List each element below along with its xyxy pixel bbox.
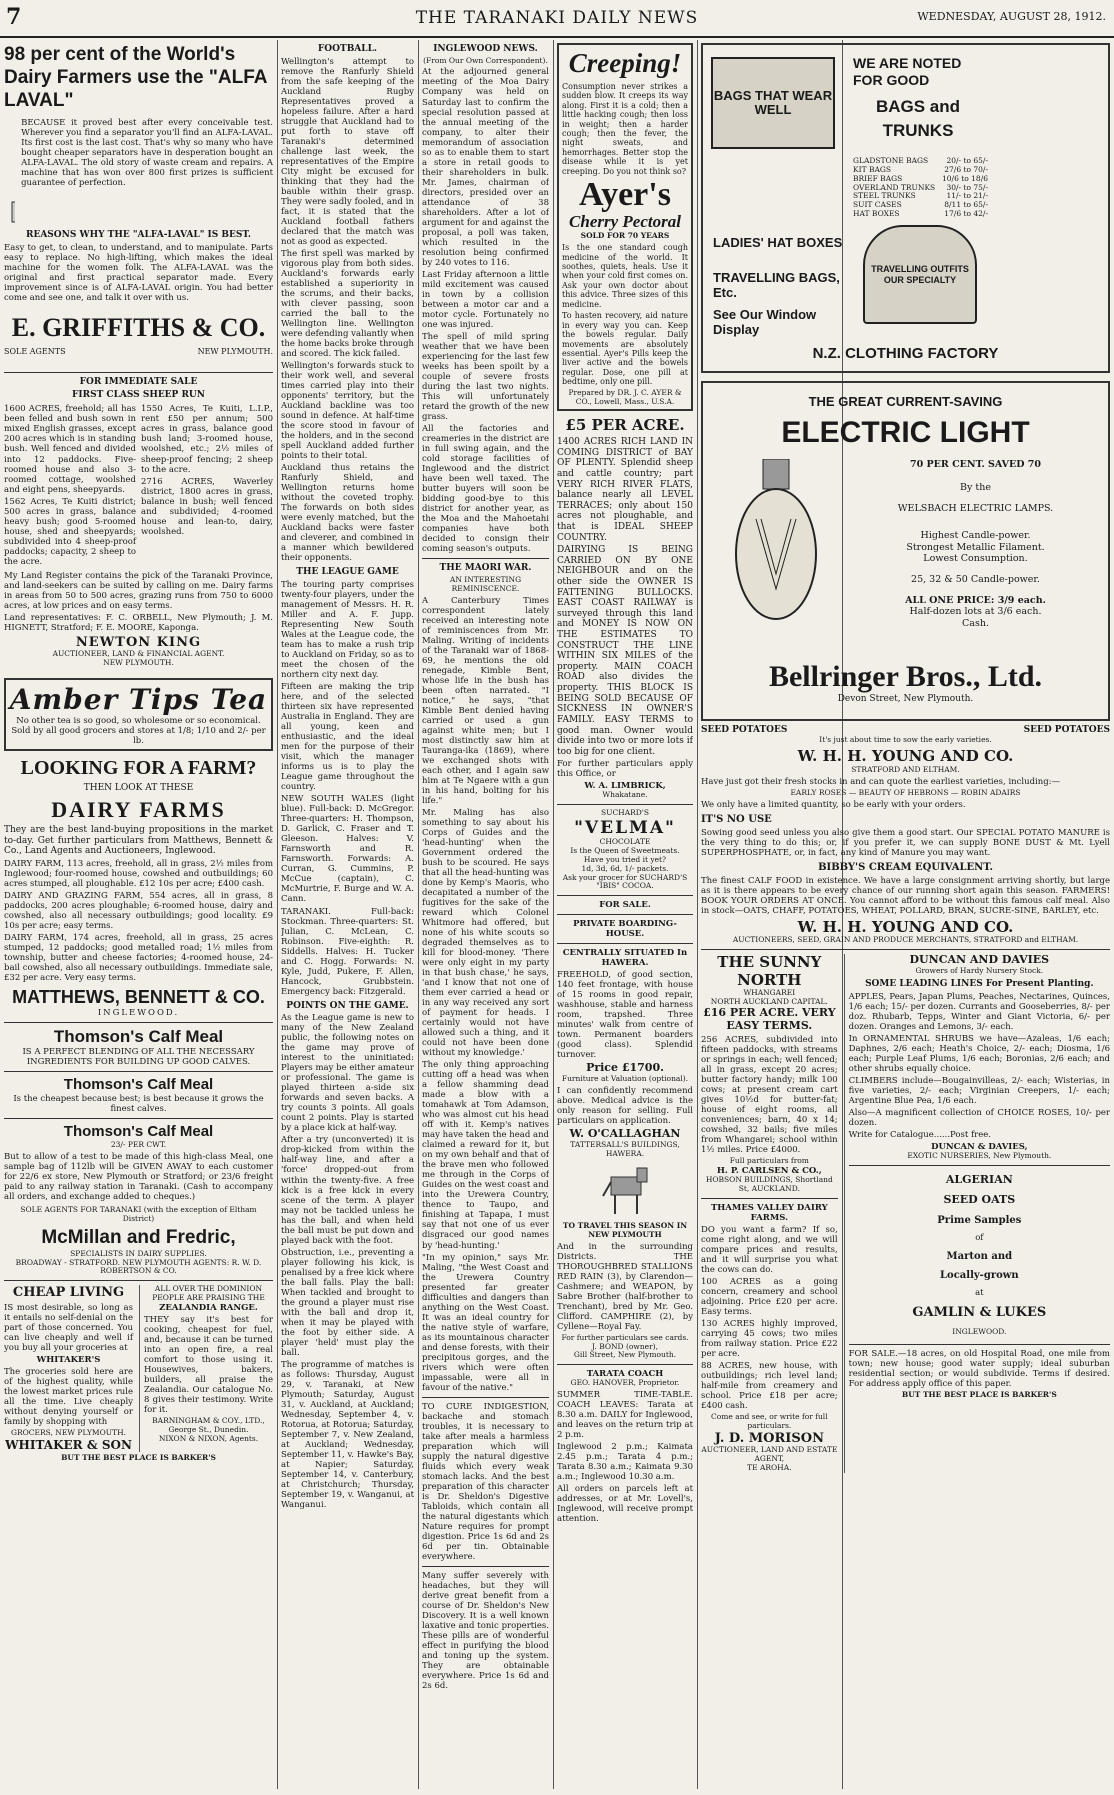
column-rule — [277, 40, 278, 1789]
barkers-left: BUT THE BEST PLACE IS BARKER'S — [61, 1452, 216, 1462]
sunny-title: THE SUNNY NORTH — [717, 953, 822, 989]
boarding-situated: CENTRALLY SITUATED In HAWERA. — [562, 948, 688, 969]
bags-firm: N.Z. CLOTHING FACTORY — [812, 345, 999, 363]
electric-cp: 25, 32 & 50 Candle-power. — [911, 573, 1040, 585]
column-3 — [422, 40, 549, 1792]
stallion-apply: For further particulars see cards. — [561, 1332, 689, 1342]
maori-p4: "In my opinion," says Mr. Maling, "the West Coast and the Urewera Country presented far greater difficulties and dangers than anything on the West Coast. It was an ideal country for the native style of warfare, as its mountainous character and dense forests, with their precipitous gorges, and the rivers which were often impassable, were all in favour of the native." — [422, 1252, 549, 1393]
boarding-sale: FOR SALE. — [599, 900, 651, 911]
points-p2: After a try (unconverted) it is drop-kicked from within the half-way line, and after a 'force' dropped-out from within the twenty-five. A free kick is a free kick in every scene of the term. A player may not be tackled unless he has the ball, and when held the ball must be put down and played back with the foot. — [281, 1135, 414, 1246]
gamlin-town: INGLEWOOD. — [952, 1327, 1007, 1337]
horse-illustration — [557, 1162, 693, 1222]
duncan-firm: DUNCAN & DAVIES, — [931, 1141, 1028, 1152]
inglewood-p3: The spell of mild spring weather that we have been experiencing for the last few weeks has been spoilt by a couple of severe frosts during the last two nights. This will unfortunately retard the growth of the new grass. — [422, 331, 549, 422]
newton-lot-3: 2716 ACRES, Waverley district, 1800 acres in grass, balance in bush; well fenced and subdivided; 4-roomed house and lean-to, dairy, woolshed. — [141, 476, 273, 537]
boarding-house-ad — [557, 900, 693, 1159]
coach-title: TARATA COACH — [586, 1369, 664, 1380]
young-co-ad — [701, 725, 1110, 945]
calf-spec: SPECIALISTS IN DAIRY SUPPLIES. — [70, 1248, 207, 1258]
issue-date: WEDNESDAY, AUGUST 28, 1912. — [917, 10, 1106, 23]
zealandia-body: THEY say it's best for cooking, cheapest for fuel, and, because it can be turned into an open fire, a real comfort to those using it. Housewives, bakers, builders, all praise the Zealandia. Our catalogue No. 8 gives their testimony. Write for it. — [144, 1315, 273, 1416]
ayer-brand-1: Ayer's — [579, 176, 671, 214]
limbrick-body-2: DAIRYING IS BEING CARRIED ON BY ONE NEIGHBOUR and on the other side the OWNER IS FATTENING BULLOCKS. EAST COAST RAILWAY is surveyed through this land and MONEY IS NOW ON THE ESTIMATES TO CONSTRUCT THE LINE WITHIN SIX MILES of the property. MAIN COACH ROAD also divides the property. THIS BLOCK IS BEING SOLD BECAUSE OF SICKNESS IN OWNER'S FAMILY. EASY TERMS to good man. Owner would divide into two or more lots if too big for one client. — [557, 545, 693, 757]
young-top-sub: It's just about time to sow the early varieties. — [819, 734, 992, 744]
farm-1: DAIRY FARM, 113 acres, freehold, all in grass, 2½ miles from Inglewood; four-roomed house, cowshed and outbuildings; 60 acres stumped, all ploughable. £12 10s per acre; £400 cash. — [4, 858, 273, 889]
bellringer-addr: Devon Street, New Plymouth. — [837, 694, 974, 705]
boarding-addr: TATTERSALL'S BUILDINGS, HAWERA. — [570, 1140, 680, 1159]
farm-then: THEN LOOK AT THESE — [83, 783, 194, 794]
boarding-title: PRIVATE BOARDING-HOUSE. — [573, 919, 677, 940]
maori-sub: AN INTERESTING REMINISCENCE. — [449, 574, 522, 593]
amber-tips-ad — [4, 678, 273, 751]
dairy-farms-ad — [4, 757, 273, 1018]
divider — [4, 372, 273, 373]
farm-headline: LOOKING FOR A FARM? — [20, 756, 257, 779]
thames-role: AUCTIONEER, LAND AND ESTATE AGENT, — [701, 1445, 838, 1463]
thames-come: Come and see, or write for full particulars. — [711, 1412, 828, 1430]
young-bibby-body: The finest CALF FOOD in existence. We have a large consignment arriving shortly, but large as it is there appears to be every chance of our running short again this season. FARMERS! BOOK YOUR ORDERS AT ONCE. You cannot afford to be without this famous calf meal. Also in stock—OATS, CHAFF, POTATOES, WHEAT, POLLARD, BRAN, SUCRE-SINE, BARLEY, etc. — [701, 875, 1110, 916]
newton-reps: Land representatives: F. C. ORBELL, New Plymouth; J. M. HIGNETT, Stratford; F. E. MOORE, Kaponga. — [4, 612, 273, 633]
coach-rows: Inglewood 2 p.m.; Kaimata 2.45 p.m.; Tarata 4 p.m.; Tarata 8.30 a.m.; Kaimata 9.30 a.m.; Inglewood 10.30 a.m. — [557, 1442, 693, 1483]
bags-price-list — [853, 157, 988, 219]
farm-3: DAIRY FARM, 174 acres, freehold, all in grass, 25 acres stumped, 12 paddocks; good metalled road; 1½ miles from township, butter and cheese factories; 4-roomed house, 24-bail cowshed, also all necessary outbuildings. Immediate sale, £32 per acre. Very easy terms. — [4, 932, 273, 984]
calf-addr: BROADWAY - STRATFORD. NEW PLYMOUTH AGENTS: R. W. D. ROBERTSON & CO. — [15, 1257, 262, 1276]
ayer-body-3: To hasten recovery, aid nature in every way you can. Keep the bowels regular. Daily movements are absolutely essential. Ayer's Pills keep the liver active and the bowels regular. Dose, one pill at bedtime, only one pill. — [562, 311, 688, 387]
column-4 — [557, 40, 693, 1792]
cheap-whitaker: WHITAKER'S — [36, 1354, 101, 1365]
ayer-body-2: Is the one standard cough medicine of the world. It soothes, quiets, heals. Use it when your cold first comes on. Ask your own doctor about this advice. Three sizes of this medicine. — [562, 243, 688, 309]
sunny-body: 256 ACRES, subdivided into fifteen paddocks, with streams or springs in each; well fenced; all in grass, except 20 acres; butter factory handy; milk 100 cows; at present cream cart gives 10½d for butter-fat; house of eight rooms, all conveniences; barn, 40 x 14; cowshed, 32 bails; five miles from Whangarei; school within 1½ miles. Price £4000. — [701, 1035, 838, 1156]
newton-subtitle: FIRST CLASS SHEEP RUN — [72, 389, 205, 400]
ayer-brand-2: Cherry Pectoral — [569, 212, 681, 232]
ayer-headline: Creeping! — [568, 48, 682, 78]
football-p3: Wellington's forwards stuck to their work well, and several times carried play into their opponents' territory, but the Auckland backline was too sound in defence. At half-time the score stood in favour of the holders, and in the second spell Auckland added further points to their total. — [281, 361, 414, 462]
divider — [422, 558, 549, 559]
cheap-living-ad — [4, 1285, 133, 1452]
calf-title-1: Thomson's Calf Meal — [53, 1027, 224, 1047]
column-rule — [697, 40, 698, 1789]
inglewood-byline: (From Our Own Correspondent). — [423, 55, 548, 65]
young-name: W. H. H. YOUNG AND CO. — [797, 747, 1014, 766]
league-p1: The touring party comprises twenty-four players, under the management of Messrs. H. R. Miller and A. F. Jupp. Representing New South Wales at the League code, the team has to make a rush trip to Auckland on Friday, so as to meet the chosen of the northern city next day. — [281, 580, 414, 681]
divider — [557, 895, 693, 896]
newspaper-title: THE TARANAKI DAILY NEWS — [415, 8, 699, 28]
zealandia-title: ALL OVER THE DOMINION PEOPLE ARE PRAISING THE — [152, 1284, 265, 1303]
divider — [701, 949, 1110, 950]
stallion-ad — [557, 1222, 693, 1360]
coach-prop: GEO. HANOVER, Proprietor. — [570, 1378, 680, 1388]
divider — [4, 1022, 273, 1023]
calf-title-2: Thomson's Calf Meal — [63, 1076, 214, 1094]
column-rule — [418, 40, 419, 1789]
divider — [4, 1280, 273, 1281]
zealandia-ad — [139, 1285, 273, 1452]
newton-role: AUCTIONEER, LAND & FINANCIAL AGENT. — [52, 649, 225, 659]
griffiths-firm: E. GRIFFITHS & CO. — [11, 313, 266, 343]
duncan-body: APPLES, Pears, Japan Plums, Peaches, Nectarines, Quinces, 1/6 each; 15/- per dozen. Currants and Gooseberries, 8/- per doz. Rhubarb, Tepps, Winter and Giant Victoria, 6/- per dozen. Oranges and Lemons, 3/- each. — [848, 991, 1110, 1032]
limbrick-town: Whakatane. — [602, 790, 648, 800]
duncan-title: DUNCAN AND DAVIES — [909, 953, 1050, 967]
bag-price-row: OVERLAND TRUNKS 30/- to 75/- — [853, 182, 988, 192]
duncan-ornamental: In ORNAMENTAL SHRUBS we have—Azaleas, 1/6 each; Daphnes, 2/6 each; Heath's Choice, 2/- each; Diosma, 1/6 each; Purple Leaf Plums, 1/6 each; Boronias, 2/6 each; and other shrubs equally choice. — [848, 1033, 1110, 1074]
column-5-6 — [701, 40, 1110, 1792]
velma-kind: CHOCOLATE — [599, 837, 651, 847]
gamlin-c: Prime Samples — [937, 1215, 1022, 1227]
farm-2: DAIRY AND GRAZING FARM, 554 acres, all in grass, 8 paddocks, 200 acres ploughable; 6-roomed house, dairy and cowshed, also all necessary outbuildings; good locality. £9 10s per acre; easy terms. — [4, 890, 273, 931]
farm-intro: They are the best land-buying propositions in the market to-day. Get further particulars from Matthews, Bennett & Co., Land Agents and Auctioneers, Inglewood. — [4, 825, 273, 857]
newton-title: FOR IMMEDIATE SALE — [79, 377, 198, 388]
young-role-2: AUCTIONEERS, SEED, GRAIN AND PRODUCE MERCHANTS, STRATFORD and ELTHAM. — [732, 935, 1079, 945]
divider — [557, 804, 693, 805]
divider — [557, 943, 693, 944]
electric-headline: THE GREAT CURRENT-SAVING — [808, 394, 1003, 409]
bags-title: BAGS and TRUNKS — [875, 97, 961, 140]
page-number: 7 — [6, 4, 22, 30]
bag-price-row: BRIEF BAGS 10/6 to 18/6 — [853, 173, 988, 183]
league-p2: Fifteen are making the trip here, and of the selected thirteen six have represented Australia in England. They are all young, keen and enthusiastic, and the ideal men for the purpose of their visit, which the manager informs us is to play the League game throughout the country. — [281, 682, 414, 793]
gamlin-f: Locally-grown — [940, 1269, 1019, 1281]
young-bibby: BIBBY'S CREAM EQUIVALENT. — [818, 861, 993, 873]
thames-lot-1: 100 ACRES as a going concern, creamery and school adjoining. Price £20 per acre. Easy terms. — [701, 1276, 838, 1317]
duncan-also: Also—A magnificent collection of CHOICE ROSES, 10/- per dozen. — [848, 1107, 1110, 1128]
alfa-laval-ad — [4, 44, 273, 356]
divider — [701, 1198, 838, 1199]
electric-price: ALL ONE PRICE: 3/9 each. — [905, 595, 1046, 607]
duncan-climbers: CLIMBERS include—Bougainvilleas, 2/- each; Wisterias, in five varieties, 2/- each; Virginian Creepers, 1/- each; Argentine Blue Pea, 1/6 each. — [848, 1075, 1110, 1106]
maori-title: THE MAORI WAR. — [439, 563, 532, 574]
divider — [422, 1566, 549, 1567]
farm-title: DAIRY FARMS — [51, 797, 226, 823]
newton-lot-4: 1562 Acres, Te Kuiti district; 500 acres in grass, balance heavy bush; good 5-roomed house, shed and sheepyards; subdivided into 4 sheep-proof paddocks; capacity, 2 sheep to the acre. — [4, 496, 136, 567]
sunny-price: £16 PER ACRE. VERY EASY TERMS. — [703, 1006, 836, 1033]
sunny-cap: NORTH AUCKLAND CAPITAL. — [710, 997, 828, 1007]
young-name-2: W. H. H. YOUNG AND CO. — [797, 917, 1014, 936]
calf-desc-1: IS A PERFECT BLENDING OF ALL THE NECESSARY INGREDIENTS FOR BUILDING UP GOOD CALVES. — [22, 1047, 255, 1068]
velma-ask: Ask your grocer for SUCHARD'S "IBIS" COCOA. — [562, 872, 688, 891]
velma-tried: Have you tried it yet? — [583, 854, 667, 864]
points-p4: The programme of matches is as follows: Thursday, August 29, v. Taranaki, at New Plymouth; Saturday, August 31, v. Auckland, at Auckland; Wednesday, September 4, v. Rotorua, at Rotorua; Saturday, September 7, v. New Zealand, at Auckland; Wednesday, September 11, v. Hawke's Bay, at Napier; Saturday, September 14, v. Canterbury, at Christchurch; Thursday, September 19, v. Wanganui, at Wanganui. — [281, 1359, 414, 1510]
boarding-price: Price £1700. — [586, 1061, 664, 1075]
duncan-write: Write for Catalogue......Post free. — [848, 1129, 991, 1140]
electric-save: 70 PER CENT. SAVED 70 — [910, 458, 1041, 470]
bags-trunks-ad — [701, 43, 1110, 373]
farm-town: INGLEWOOD. — [97, 1008, 180, 1019]
gamlin-a: ALGERIAN — [945, 1172, 1013, 1186]
bags-headline: WE ARE NOTED FOR GOOD — [853, 55, 962, 88]
zealandia-agents: NIXON & NIXON, Agents. — [158, 1433, 259, 1443]
cheap-body-2: The groceries sold here are of the highest quality, while the lowest market prices rule all the time. Live cheaply without denying yourself or family by shopping with — [4, 1366, 133, 1427]
electric-title: ELECTRIC LIGHT — [781, 416, 1030, 450]
newton-king-ad — [4, 377, 273, 668]
trunk-illustration — [863, 225, 977, 324]
stallion-title: TO TRAVEL THIS SEASON IN NEW PLYMOUTH — [562, 1220, 688, 1239]
indigestion-ad: TO CURE INDIGESTION, backache and stomach troubles, it is necessary to take after meals a harmless preparation which will supply the natural digestive fluids which every weak stomach lacks. And the best preparation of this character is Dr. Sheldon's Digestive Tabloids, which contain all the natural digestants which Nature requires for prompt digestion. Price 1s 6d and 2s 6d per tin. Obtainable everywhere. — [422, 1401, 549, 1562]
newton-town: NEW PLYMOUTH. — [103, 657, 174, 667]
ayer-prep: Prepared by DR. J. C. AYER & CO., Lowell, Mass., U.S.A. — [568, 387, 682, 406]
velma-prices: 1d, 3d, 6d, 1/- packets. — [581, 863, 669, 873]
young-varieties: EARLY ROSES — BEAUTY OF HEBRONS — ROBIN ADAIRS — [790, 788, 1021, 797]
column-1 — [4, 40, 273, 1792]
young-limited: We only have a limited quantity, so be early with your orders. — [701, 799, 966, 810]
sunny-apply: Full particulars from — [729, 1156, 809, 1166]
calf-firm: McMillan and Fredric, — [41, 1227, 236, 1249]
calf-desc-2: Is the cheapest because best; is best because it grows the finest calves. — [13, 1094, 264, 1115]
divider — [849, 1344, 1110, 1345]
stallion-body: And in the surrounding Districts. THE THOROUGHBRED STALLIONS RED RAIN (3), by Clarendon—Cashmere; and WEAPON, by Sabre Brother (half-brother to Trenchant), bred by Mr. Geo. Clifford. CAMPHIRE (2), by Cyllene—Royal Fay. — [557, 1241, 693, 1332]
separator-illustration — [4, 116, 15, 226]
points-p3: Obstruction, i.e., preventing a player following his kick, is penalised by a free kick where the ball falls. Play the ball: When tackled and brought to the ground a player must rise with the ball and drop it, when it may be played with the foot by either side. A player 'held' must play the ball. — [281, 1247, 414, 1358]
velma-by: SUCHARD'S — [600, 808, 649, 818]
young-no-use: IT'S NO USE — [701, 813, 772, 825]
newton-note: My Land Register contains the pick of the Taranaki Province, and land-seekers can be suited by calling on me. Dairy farms in areas from 50 to 500 acres, grazing runs from 750 to 6000 acres, at low prices and on easy terms. — [4, 570, 273, 611]
thames-lot-3: 88 ACRES, new house, with outbuildings; rich level land; half-mile from creamery and school. Price £18 per acre; £400 cash. — [701, 1361, 838, 1412]
points-p1: As the League game is new to many of the New Zealand public, the following notes on the game may prove of interest to the uninitiated: Players may be either amateur or professional. The game is played thirteen a-side six forwards and seven backs. A try counts 3 points. All goals count 2 points. Play is started by a place kick at half-way. — [281, 1013, 414, 1134]
ayer-body: Consumption never strikes a sudden blow. It creeps its way along. First it is a cold; then a little hacking cough; then loss in weight; then a harder cough; then the fever, the night sweats, and hemorrhages. Better stop the disease while it is yet creeping. Do you not think so? — [562, 81, 688, 176]
thames-body: DO you want a farm? If so, come right along, and we will compare prices and results, and it will surprise you what the cows can do. — [701, 1224, 838, 1275]
bags-outfits: TRAVELLING OUTFITS OUR SPECIALTY — [871, 263, 969, 285]
cheap-title: CHEAP LIVING — [12, 1285, 125, 1301]
inglewood-p1: At the adjourned general meeting of the Moa Dairy Company was held on Saturday last to confirm the special resolution passed at the annual meeting of the company, to alter their memorandum of association so as to enable them to start a store in retail goods to their shareholders in bulk. Mr. James, chairman of directors, presided over an attendance of 38 shareholders. After a lot of argument for and against the proposal, a poll was taken, which resulted in the resolution being confirmed by 240 votes to 116. — [422, 67, 549, 268]
gamlin-e: Marton and — [946, 1250, 1013, 1262]
electric-light-ad — [701, 381, 1110, 721]
league-p3: NEW SOUTH WALES (light blue). Full-back: D. McGregor. Three-quarters: H. Thompson, D. Garlick, C. Fraser and T. Gleeson. Halves: V. Farnsworth and R. Farnsworth. Forwards: A. Curran, G. Cummins, P. McCue (captain), C. McMurtrie, F. Burge and W. A. Cann. — [281, 794, 414, 905]
thames-valley-ad — [701, 1203, 838, 1473]
seed-potatoes-left: SEED POTATOES — [701, 725, 788, 735]
lamp-illustration — [731, 459, 821, 639]
boarding-recommend: I can confidently recommend above. Medical advice is the only reason for selling. Full particulars on application. — [557, 1086, 693, 1127]
velma-brand: "VELMA" — [574, 818, 676, 839]
inglewood-p2: Last Friday afternoon a little mild excitement was caused in town by a collision between a motor car and a motor cycle. Fortunately no one was injured. — [422, 269, 549, 330]
sunny-addr: HOBSON BUILDINGS, Shortland St, AUCKLAND. — [705, 1175, 833, 1193]
cheap-body: IS most desirable, so long as it entails no self-denial on the part of those concerned. You can live cheaply and well if you buy all your groceries at — [4, 1302, 133, 1353]
bag-price-row: GLADSTONE BAGS 20/- to 65/- — [853, 156, 988, 165]
maori-p3: The only thing approaching cutting off a head was when a fellow shamming dead made a blow with a tomahawk at Tom Adamson, who was almost cut his head off with it. Kemp's natives may have taken the head and claimed a reward for it, but on my own behalf and that of the brave men who followed me through in the Corps of Guides on the west coast and into the Urewera Country, thence to Taupo, and finishing at Tapapa, I must say that not one of us ever disgraced our good names by 'head-hunting.' — [422, 1060, 549, 1251]
bags-travel: TRAVELLING BAGS, Etc. — [713, 270, 840, 301]
electric-by: By the — [960, 481, 991, 493]
limbrick-name: W. A. LIMBRICK, — [584, 781, 666, 792]
gamlin-b: SEED OATS — [943, 1193, 1016, 1207]
ayers-ad — [557, 43, 693, 411]
limbrick-apply: For further particulars apply this Office, or — [557, 759, 693, 780]
barkers-right: BUT THE BEST PLACE IS BARKER'S — [901, 1389, 1057, 1399]
bag-price-row: SUIT CASES 8/11 to 65/- — [853, 200, 988, 210]
zealandia-range: ZEALANDIA RANGE. — [159, 1303, 258, 1313]
ayer-sold: SOLD FOR 70 YEARS — [580, 231, 670, 241]
newton-name: NEWTON KING — [75, 634, 202, 650]
maori-p1: A Canterbury Times correspondent lately received an interesting note of reminiscences from Mr. Maling. Writing of incidents of the Taranaki war of 1868-69, he mentions the old renegade, Kimble Bent, whose life in the bush has been often narrated. "I notice," he says, "that Kimble Bent denied having carried or used a gun against white men; but I most distinctly saw him at Tauranga-ika (1869), where we exchanged shots with each other, and I again saw him at Te Ngaere with a gun in his hand, bolting for his life." — [422, 595, 549, 806]
bags-ladies: LADIES' HAT BOXES — [713, 235, 843, 250]
divider — [849, 1165, 1110, 1166]
seed-potatoes-right: SEED POTATOES — [1023, 725, 1110, 735]
limbrick-body: 1400 ACRES RICH LAND IN COMING DISTRICT of BAY OF PLENTY. Splendid sheep and cattle country; part VERY RICH RIVER FLATS, balance nearly all LEVEL TERRACES; only about 150 acres not ploughable, and that is IDEAL SHEEP COUNTRY. — [557, 437, 693, 543]
alfa-agents: SOLE AGENTS — [4, 346, 66, 356]
bag-label: BAGS THAT WEAR WELL — [713, 88, 833, 117]
gamlin-g: at — [975, 1287, 984, 1298]
calf-meal-ad — [4, 1027, 273, 1276]
tarata-coach-ad — [557, 1369, 693, 1524]
alfa-town: NEW PLYMOUTH. — [197, 346, 273, 356]
calf-title-3: Thomson's Calf Meal — [63, 1123, 214, 1141]
young-intro: Have just got their fresh stocks in and can quote the earliest varieties, including:— — [701, 776, 1061, 787]
cheap-name: WHITAKER & SON — [5, 1437, 132, 1452]
alfa-body: BECAUSE it proved best after every conceivable test. Wherever you find a separator you'll find an ALFA-LAVAL. Its first cost is the last cost. That's why so many who have bought cheaper separators have in desperation bought an ALFA-LAVAL. The old story of waste cream and repairs. A machine that has won over 800 first prizes is sufficient guarantee of perfection. — [21, 118, 273, 189]
sunny-firm: H. P. CARLSEN & CO., — [716, 1166, 822, 1177]
league-title: THE LEAGUE GAME — [296, 567, 399, 578]
zealandia-addr: George St., Dunedin. — [168, 1425, 249, 1435]
boarding-name: W. O'CALLAGHAN — [569, 1127, 681, 1141]
for-sale-notice: FOR SALE.—18 acres, on old Hospital Road, one mile from town; new house; good water supply; ideal suburban residential section; or would subdivide. Terms if desired. For address apply office of this paper. — [848, 1348, 1110, 1389]
boarding-body: FREEHOLD, of good section, 140 feet frontage, with house of 15 rooms in good repair, washhouse, stable and harness room, trapshed. Three minutes' walk from centre of town. Permanent boarders (good class). Splendid turnover. — [557, 970, 693, 1061]
calf-agents: SOLE AGENTS FOR TARANAKI (with the exception of Eltham District) — [20, 1204, 257, 1223]
gamlin-firm: GAMLIN & LUKES — [912, 1304, 1047, 1320]
stallion-addr: Gill Street, New Plymouth. — [573, 1350, 677, 1360]
bag-price-row: STEEL TRUNKS 11/- to 21/- — [853, 191, 988, 201]
league-p4: TARANAKI. Full-back: Stockman. Three-quarters: St. Julian, C. McLean, C. Robinson. Five-eighth: R. Siddells. Halves: H. Tucker and C. Hogg. Forwards: N. Kyle, Judd, Pukere, F. Allen, Hancock, Grubbstein. Emergency back: Fitzgerald. — [281, 906, 414, 997]
thames-title: THAMES VALLEY DAIRY FARMS. — [710, 1202, 828, 1223]
duncan-sub: Growers of Hardy Nursery Stock. — [915, 966, 1044, 976]
masthead — [0, 0, 1114, 38]
electric-feature-3: Lowest Consumption. — [923, 552, 1028, 564]
football-p1: Wellington's attempt to remove the Ranfurly Shield from the safe keeping of the Auckland Rugby Representatives proved a hopeless failure. After a hard struggle that Auckland had to put forth to stave off Taranaki's determined challenge last week, the representatives of the Empire City might be excused for thinking that they had the bauble within their grasp. They were sadly fooled, and in fact, it is stated that the Auckland football fathers declared that the match was not as good as expected. — [281, 56, 414, 247]
bag-price-row: HAT BOXES 17/6 to 42/- — [853, 209, 988, 219]
football-p4: Auckland thus retains the Ranfurly Shield, and Wellington returns home without the coveted trophy. The forwards on both sides were evenly matched, but the Auckland backs were faster and cleverer, and combined in a manner which bewildered their opponents. — [281, 463, 414, 564]
electric-half: Half-dozen lots at 3/6 each. — [909, 606, 1042, 618]
calf-price: 23/- PER CWT. — [110, 1139, 167, 1149]
cheap-foot: GROCERS, NEW PLYMOUTH. — [11, 1427, 126, 1437]
electric-feature-1: Highest Candle-power. — [920, 530, 1031, 542]
thames-name: J. D. MORISON — [714, 1430, 824, 1446]
bag-price-row: KIT BAGS 27/6 to 70/- — [853, 164, 988, 174]
amber-line-2: Sold by all good grocers and stores at 1/8; 1/10 and 2/- per lb. — [11, 725, 266, 746]
divider — [557, 1364, 693, 1365]
newton-lot-2: 1550 Acres, Te Kuiti, L.I.P., rent £50 per annum; 500 acres in grass, balance good bush land; 3-roomed house, woolshed, etc.; 2½ miles of sheep-proof fencing; 2 sheep to the acre. — [141, 404, 273, 475]
alfa-reasons: Easy to get, to clean, to understand, and to manipulate. Parts easy to replace. No high-lifting, which makes the ideal machine for the women folk. The ALFA-LAVAL was the original and first practical separator made. Every improvement since is of ALFA-LAVAL origin. You had better come and see one, and talk it over with us. — [4, 243, 273, 304]
newton-lot-1: 1600 ACRES, freehold; all has been felled and bush sown in mixed English grasses, except 200 acres which is in standing bush. Well fenced and divided into 12 paddocks. Five-roomed house and also 3-roomed cottage, woolshed and eight pens, sheepyards. — [4, 404, 136, 495]
inglewood-p4: All the factories and creameries in the district are in full swing again, and the cold storage facilities of Inglewood and the district have been well taxed. The butter buyers will soon be bidding good-bye to this district for another year, as the Moa and the Mahoetahi companies have both decided to consign their coming season's outputs. — [422, 424, 549, 555]
sunny-north-ad — [701, 954, 838, 1194]
sunny-place: WHANGAREI — [743, 988, 796, 998]
stallion-name: J. BOND (owner), — [592, 1341, 658, 1351]
calf-offer: But to allow of a test to be made of this high-class Meal, one sample bag of 112lb will be GIVEN AWAY to each customer for 22/6 ex store, New Plymouth or Stratford; or 23/6 freight paid to any railway station in Taranaki. (Cash to accompany all orders, and exchange added to cheques.) — [4, 1151, 273, 1202]
duncan-lines: SOME LEADING LINES For Present Planting. — [865, 978, 1094, 989]
masthead-rule — [0, 36, 1114, 38]
divider — [422, 1397, 549, 1398]
headache-ad: Many suffer severely with headaches, but they will derive great benefit from a course of Dr. Sheldon's New Discovery. It is a well known laxative and tonic properties. These pills are of wonderful effect in purifying the blood and toning up the system. They are obtainable everywhere. Price 1s 6d and 2s 6d. — [422, 1570, 549, 1692]
electric-feature-2: Strongest Metallic Filament. — [906, 541, 1045, 553]
inglewood-title: INGLEWOOD NEWS. — [433, 44, 538, 54]
thames-lot-2: 130 ACRES highly improved, carrying 45 cows; two miles from railway station. Price £22 per acre. — [701, 1319, 838, 1360]
zealandia-firm: BARNINGHAM & COY., LTD., — [152, 1416, 265, 1426]
column-6-lower — [844, 954, 1110, 1473]
alfa-reasons-title: REASONS WHY THE "ALFA-LAVAL" IS BEST. — [25, 230, 252, 241]
thames-town: TE AROHA. — [747, 1462, 792, 1472]
divider — [4, 1118, 273, 1119]
bag-illustration — [711, 57, 835, 149]
limbrick-ad — [557, 417, 693, 800]
young-no-use-body: Sowing good seed unless you also give them a good start. Our SPECIAL POTATO MANURE is the very thing to do this; or, if you prefer it, we can supply BONE DUST & Mt. Lyell SUPERPHOSPHATE, or, in fact, any kind of Manure you may want. — [701, 827, 1110, 858]
bags-see: See Our Window Display — [713, 307, 817, 338]
velma-ad — [557, 809, 693, 891]
bellringer-firm: Bellringer Bros., Ltd. — [768, 659, 1043, 693]
boarding-furniture: Furniture at Valuation (optional). — [561, 1074, 689, 1084]
maori-p2: Mr. Maling has also something to say about his Corps of Guides and the 'head-hunting' when the Government ordered the bush to be scoured. He says that all the head-hunting was done by Kemp's Maoris, who decapitated a number of the fugitives for the sake of the reward which Colonel Whitmore had offered, but none of his white scouts so degraded themselves as to kill for blood-money. 'There were only eight in my party in that bush chase,' he says, 'and I know that not one of them ever carried a head or in any way received any sort of payment for heads. I certainly would not have allowed such a thing, and it could not have been done without my knowledge.' — [422, 807, 549, 1059]
gamlin-lukes-ad — [849, 1170, 1110, 1340]
football-p2: The first spell was marked by vigorous play from both sides. Auckland's forwards early established a superiority in the scrums, and their backs, with clever passing, soon carried the ball to the Wellington line. Wellington were defending valiantly when the home backs broke through and scored. The kick failed. — [281, 248, 414, 360]
football-title: FOOTBALL. — [317, 44, 378, 54]
gamlin-d: of — [975, 1233, 984, 1244]
electric-lamps: WELSBACH ELECTRIC LAMPS. — [897, 503, 1054, 515]
velma-queen: Is the Queen of Sweetmeats. — [570, 845, 680, 855]
farm-firm: MATTHEWS, BENNETT & CO. — [12, 987, 265, 1008]
column-5-lower — [701, 954, 838, 1473]
alfa-headline: 98 per cent of the World's Dairy Farmers use the "ALFA LAVAL" — [4, 44, 267, 111]
coach-foot: All orders on parcels left at addresses, or at Mr. Lovell's, Inglewood, will receive prompt attention. — [557, 1484, 693, 1525]
duncan-nursery: EXOTIC NURSERIES, New Plymouth. — [907, 1150, 1052, 1160]
young-loc: STRATFORD AND ELTHAM. — [851, 765, 960, 775]
coach-table: SUMMER TIME-TABLE. COACH LEAVES: Tarata at 8.30 a.m. DAILY for Inglewood, and leaves on the return trip at 2 p.m. — [557, 1390, 693, 1441]
divider — [557, 914, 693, 915]
column-2 — [281, 40, 414, 1792]
divider — [4, 1071, 273, 1072]
limbrick-price: £5 PER ACRE. — [565, 416, 685, 435]
points-title: POINTS ON THE GAME. — [286, 1000, 409, 1011]
amber-brand: Amber Tips Tea — [9, 682, 268, 716]
duncan-davies-ad — [849, 954, 1110, 1161]
electric-cash: Cash. — [962, 617, 989, 629]
column-rule — [553, 40, 554, 1789]
amber-line-1: No other tea is so good, so wholesome or so economical. — [16, 715, 261, 726]
